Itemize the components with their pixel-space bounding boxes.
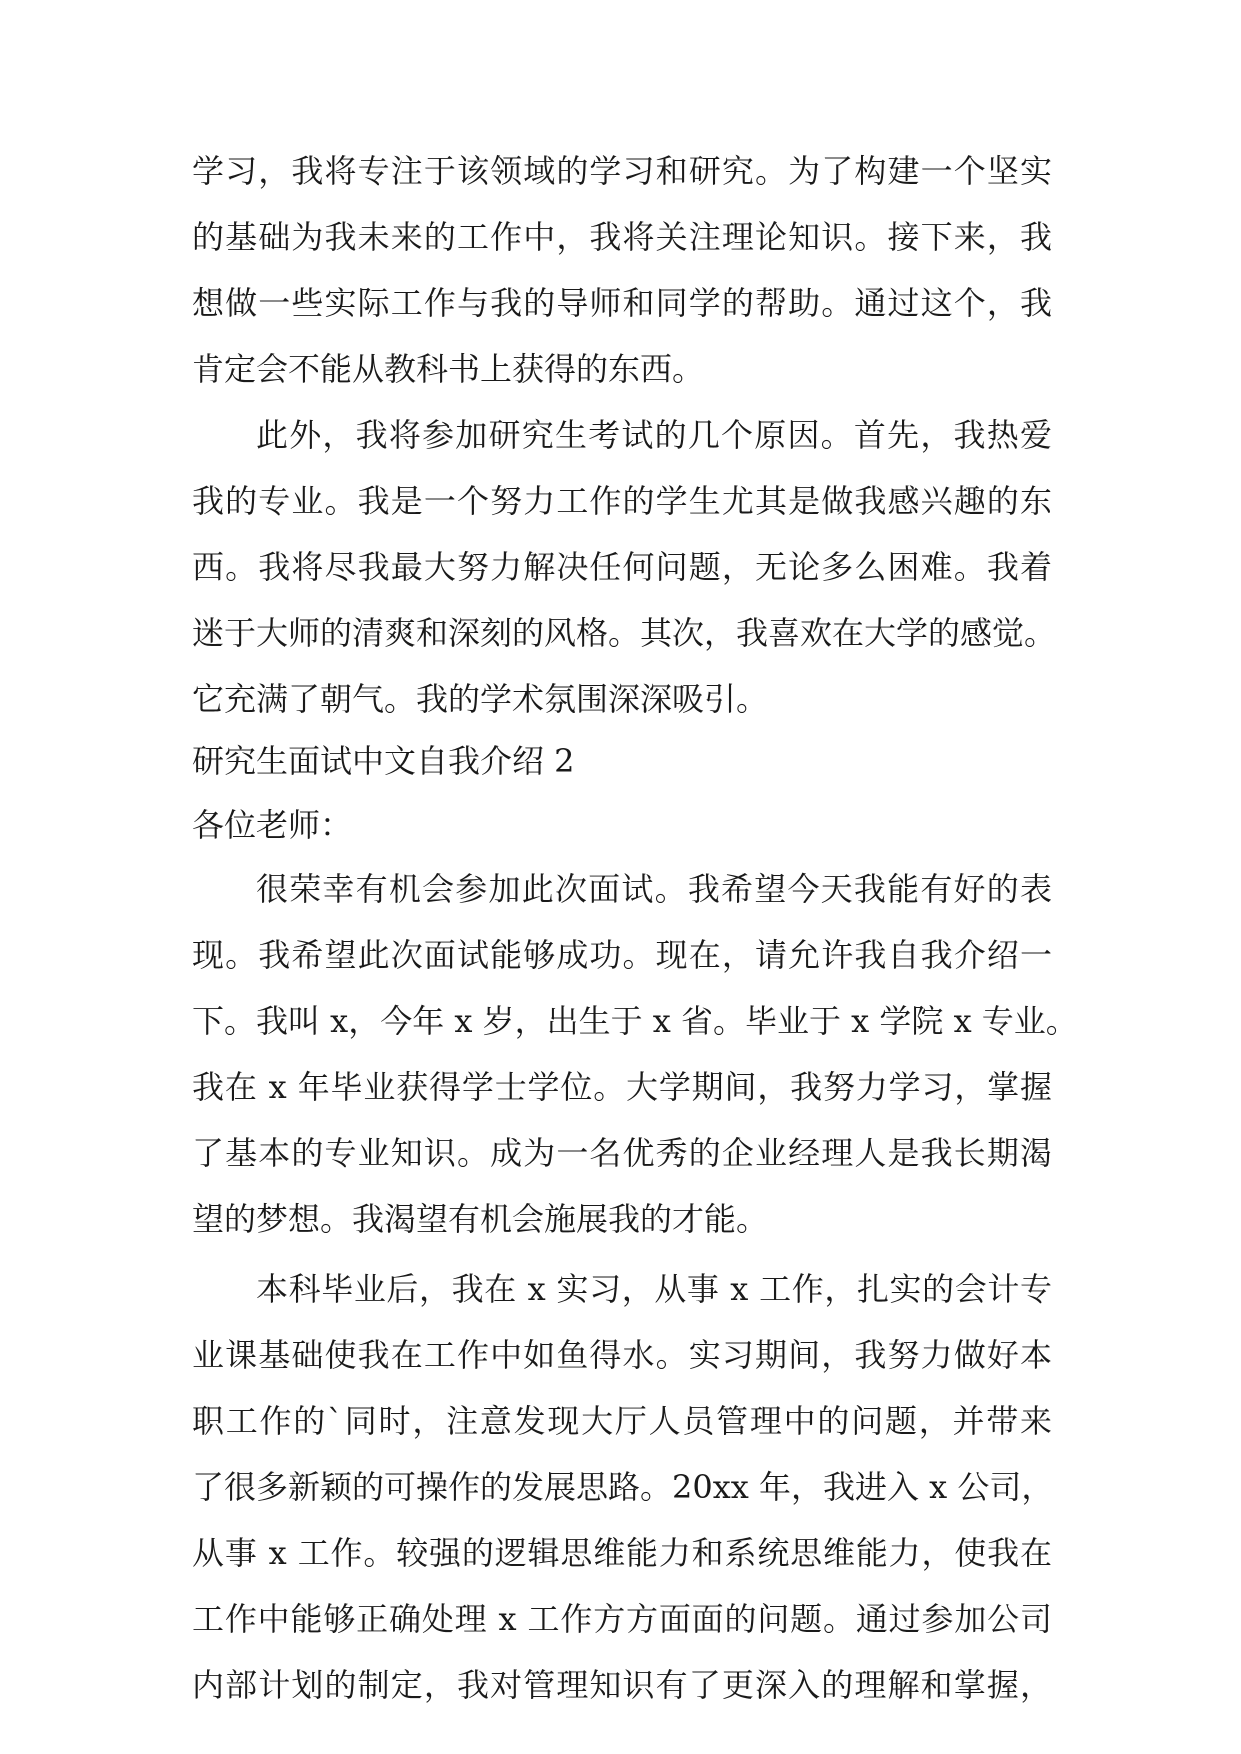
text-line: 现。我希望此次面试能够成功。现在，请允许我自我介绍一 bbox=[192, 936, 1052, 974]
text-line: 业课基础使我在工作中如鱼得水。实习期间，我努力做好本 bbox=[192, 1336, 1052, 1374]
paragraph-first-line: 此外，我将参加研究生考试的几个原因。首先，我热爱 bbox=[256, 416, 1052, 454]
text-line: 迷于大师的清爽和深刻的风格。其次，我喜欢在大学的感觉。 bbox=[192, 614, 1057, 652]
paragraph-first-line: 很荣幸有机会参加此次面试。我希望今天我能有好的表 bbox=[256, 870, 1052, 908]
text-line: 下。我叫 x，今年 x 岁，出生于 x 省。毕业于 x 学院 x 专业。 bbox=[192, 1002, 1078, 1040]
text-line: 我的专业。我是一个努力工作的学生尤其是做我感兴趣的东 bbox=[192, 482, 1052, 520]
text-line: 肯定会不能从教科书上获得的东西。 bbox=[192, 350, 705, 388]
text-line: 职工作的`同时，注意发现大厅人员管理中的问题，并带来 bbox=[192, 1402, 1052, 1440]
paragraph-first-line: 本科毕业后，我在 x 实习，从事 x 工作，扎实的会计专 bbox=[256, 1270, 1052, 1308]
text-line: 西。我将尽我最大努力解决任何问题，无论多么困难。我着 bbox=[192, 548, 1052, 586]
text-line: 工作中能够正确处理 x 工作方方面面的问题。通过参加公司 bbox=[192, 1600, 1052, 1638]
text-line: 了基本的专业知识。成为一名优秀的企业经理人是我长期渴 bbox=[192, 1134, 1052, 1172]
text-line: 了很多新颖的可操作的发展思路。20xx 年，我进入 x 公司， bbox=[192, 1468, 1054, 1506]
text-line: 学习，我将专注于该领域的学习和研究。为了构建一个坚实 bbox=[192, 152, 1052, 190]
salutation: 各位老师： bbox=[192, 806, 353, 844]
text-line: 我在 x 年毕业获得学士学位。大学期间，我努力学习，掌握 bbox=[192, 1068, 1052, 1106]
text-line: 望的梦想。我渴望有机会施展我的才能。 bbox=[192, 1200, 769, 1238]
text-line: 想做一些实际工作与我的导师和同学的帮助。通过这个，我 bbox=[192, 284, 1052, 322]
section-heading: 研究生面试中文自我介绍 2 bbox=[192, 742, 575, 780]
text-line: 它充满了朝气。我的学术氛围深深吸引。 bbox=[192, 680, 769, 718]
text-line: 的基础为我未来的工作中，我将关注理论知识。接下来，我 bbox=[192, 218, 1052, 256]
text-line: 从事 x 工作。较强的逻辑思维能力和系统思维能力，使我在 bbox=[192, 1534, 1052, 1572]
text-line: 内部计划的制定，我对管理知识有了更深入的理解和掌握， bbox=[192, 1666, 1052, 1704]
